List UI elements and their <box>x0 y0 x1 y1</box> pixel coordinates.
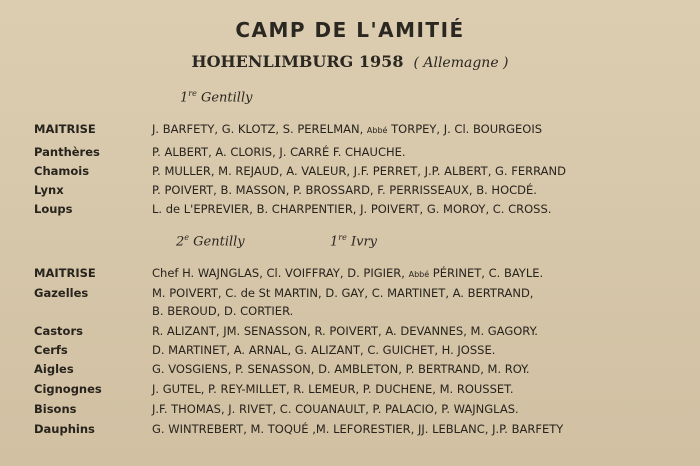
row-label: Gazelles <box>34 286 89 300</box>
row-names: Chef H. WAJNGLAS, Cl. VOIFFRAY, D. PIGIER, Abbé PÉRINET, C. BAYLE. <box>152 266 544 280</box>
table-row <box>0 341 700 359</box>
table-row <box>0 162 700 180</box>
row-label: Panthères <box>34 145 100 159</box>
table-row <box>0 181 700 199</box>
row-names: M. POIVERT, C. de St MARTIN, D. GAY, C. MARTINET, A. BERTRAND, <box>152 286 534 300</box>
table-row <box>0 284 700 302</box>
row-label: Castors <box>34 324 83 338</box>
country-text: ( Allemagne ) <box>413 55 509 71</box>
row-names: J. BARFETY, G. KLOTZ, S. PERELMAN, Abbé TORPEY, J. Cl. BOURGEOIS <box>152 122 543 136</box>
table-row <box>0 360 700 378</box>
row-names: G. WINTREBERT, M. TOQUÉ ,M. LEFORESTIER, JJ. LEBLANC, J.P. BARFETY <box>152 422 564 436</box>
table-row <box>0 380 700 398</box>
row-label: MAITRISE <box>34 122 96 136</box>
row-names: L. de L'EPREVIER, B. CHARPENTIER, J. POIVERT, G. MOROY, C. CROSS. <box>152 202 552 216</box>
table-row <box>0 302 700 320</box>
row-names: J.F. THOMAS, J. RIVET, C. COUANAULT, P. PALACIO, P. WAJNGLAS. <box>152 402 519 416</box>
section-heading-gentilly-1: 1re Gentilly <box>180 89 253 106</box>
row-names: P. MULLER, M. REJAUD, A. VALEUR, J.F. PERRET, J.P. ALBERT, G. FERRAND <box>152 164 566 178</box>
row-label: MAITRISE <box>34 266 96 280</box>
table-row <box>0 264 700 282</box>
row-names: P. POIVERT, B. MASSON, P. BROSSARD, F. PERRISSEAUX, B. HOCDÉ. <box>152 183 537 197</box>
row-names: G. VOSGIENS, P. SENASSON, D. AMBLETON, P. BERTRAND, M. ROY. <box>152 362 530 376</box>
table-row <box>0 120 700 138</box>
row-label: Lynx <box>34 183 64 197</box>
table-row <box>0 322 700 340</box>
row-names: B. BEROUD, D. CORTIER. <box>152 304 294 318</box>
row-label: Aigles <box>34 362 74 376</box>
row-label: Bisons <box>34 402 77 416</box>
row-label: Cerfs <box>34 343 68 357</box>
row-label: Chamois <box>34 164 90 178</box>
row-label: Loups <box>34 202 73 216</box>
table-row <box>0 143 700 161</box>
page-title: CAMP DE L'AMITIÉ <box>235 18 465 42</box>
row-names: D. MARTINET, A. ARNAL, G. ALIZANT, C. GUICHET, H. JOSSE. <box>152 343 496 357</box>
row-names: J. GUTEL, P. REY-MILLET, R. LEMEUR, P. DUCHENE, M. ROUSSET. <box>152 382 514 396</box>
row-label: Cignognes <box>34 382 102 396</box>
section-heading-gentilly-2: 2e Gentilly <box>176 233 245 250</box>
row-names: P. ALBERT, A. CLORIS, J. CARRÉ F. CHAUCHE. <box>152 145 406 159</box>
row-names: R. ALIZANT, JM. SENASSON, R. POIVERT, A. DEVANNES, M. GAGORY. <box>152 324 538 338</box>
section-heading-ivry: 1re Ivry <box>330 233 378 250</box>
table-row <box>0 400 700 418</box>
row-label: Dauphins <box>34 422 95 436</box>
subtitle-text: HOHENLIMBURG 1958 <box>191 52 404 71</box>
table-row <box>0 420 700 438</box>
table-row <box>0 200 700 218</box>
page-subtitle <box>0 52 700 71</box>
